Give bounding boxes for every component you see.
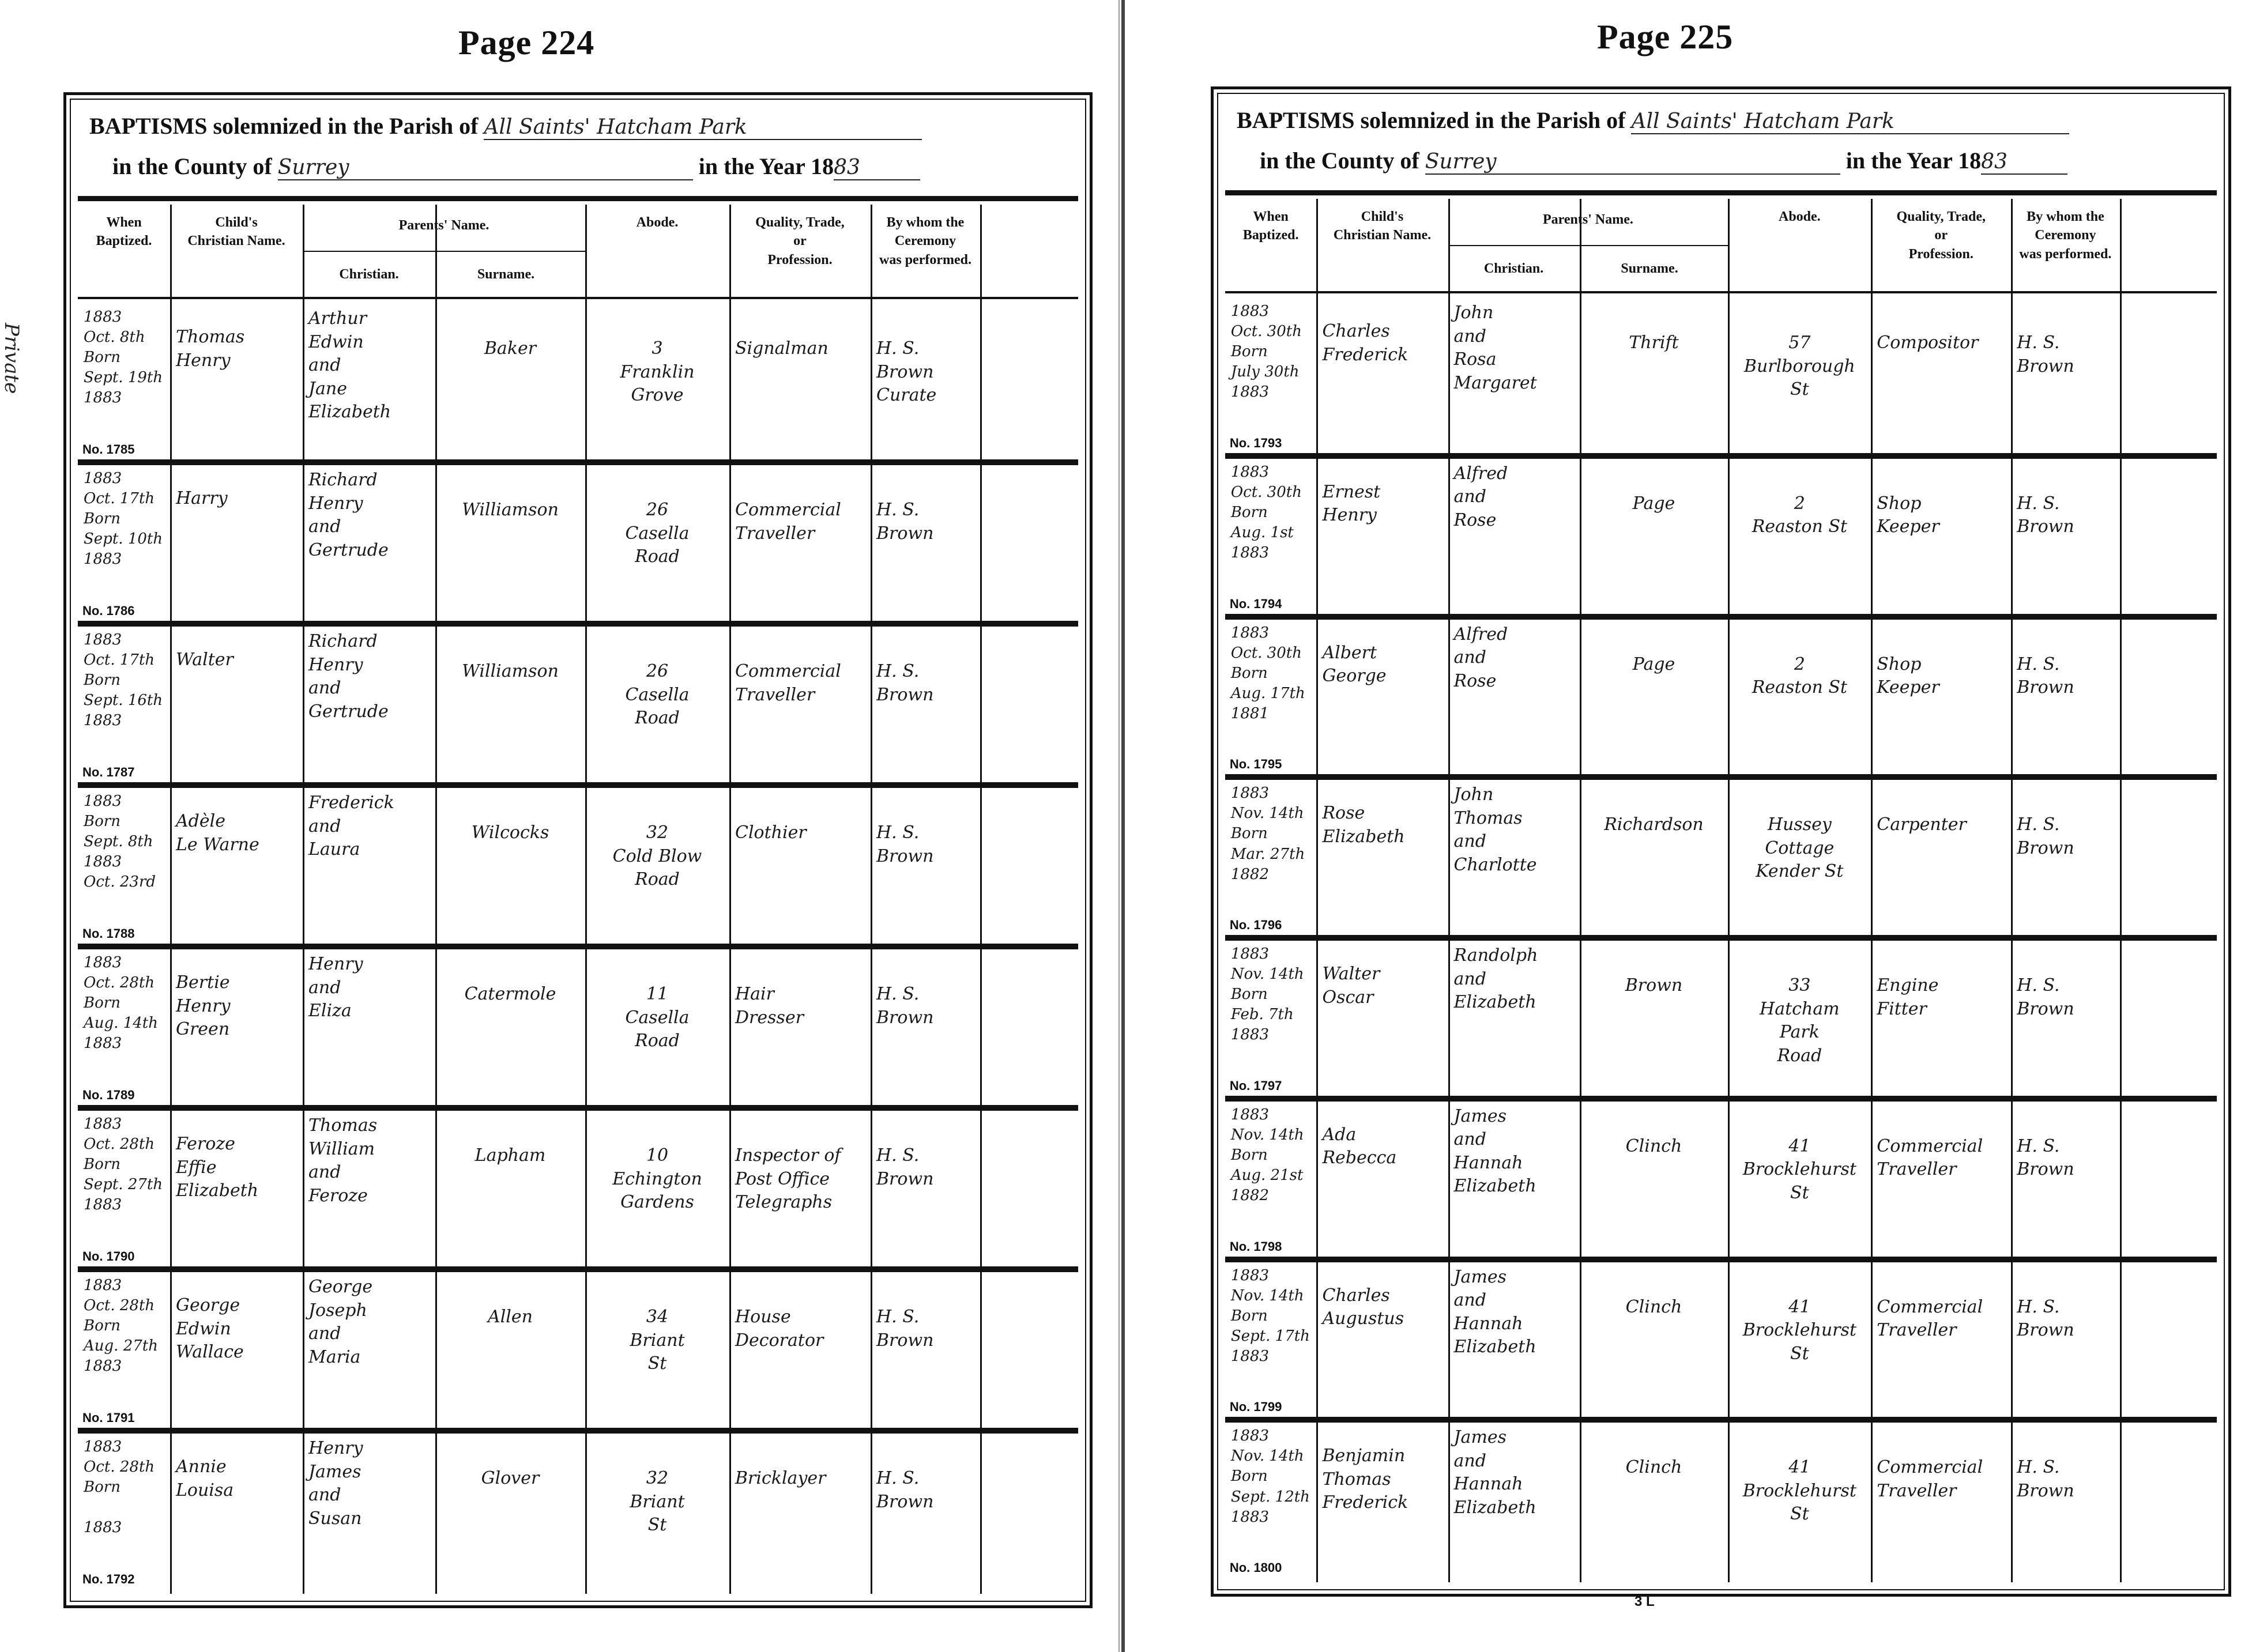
- entry-parents-surname: Page: [1632, 654, 1675, 674]
- entry-abode: 41 Brocklehurst St: [1742, 1296, 1856, 1364]
- entry-abode: 10 Echington Gardens: [612, 1145, 702, 1212]
- entry-parents-surname: Clinch: [1625, 1296, 1682, 1317]
- entry-when-baptized: 1883 Nov. 14th Born Aug. 21st 1882: [1230, 1106, 1304, 1205]
- col-quality: Quality, Trade, or Profession.: [755, 215, 845, 267]
- year-value: 83: [834, 156, 920, 180]
- entry-abode: 26 Casella Road: [625, 500, 690, 567]
- col-child-name: Child's Christian Name.: [187, 215, 285, 249]
- entry-child-name: Harry: [176, 488, 228, 508]
- baptism-entry: [1214, 940, 2228, 1100]
- entry-register-number: No. 1798: [1229, 1239, 1282, 1254]
- entry-when-baptized: 1883 Oct. 17th Born Sept. 16th 1883: [84, 631, 163, 730]
- entry-register-number: No. 1796: [1229, 918, 1282, 932]
- entry-abode: 57 Burlborough St: [1743, 333, 1855, 399]
- entry-register-number: No. 1794: [1229, 596, 1282, 611]
- right-page-footer: 3 L: [1634, 1594, 1655, 1609]
- baptism-entry: [1214, 1261, 2228, 1422]
- entry-parents-christian: James and Hannah Elizabeth: [1453, 1106, 1536, 1197]
- county-name: Surrey: [278, 156, 693, 180]
- entry-parents-surname: Page: [1632, 493, 1675, 514]
- entry-parents-christian: Henry and Eliza: [308, 954, 363, 1021]
- entry-officiant: H. S. Brown: [2017, 493, 2074, 537]
- right-register-page: [1211, 86, 2231, 1597]
- entry-parents-christian: John and Rosa Margaret: [1453, 303, 1537, 393]
- entry-quality: Signalman: [735, 338, 828, 359]
- entry-quality: Carpenter: [1877, 814, 1967, 835]
- col-child-name: Child's Christian Name.: [1333, 209, 1432, 243]
- entry-parents-surname: Williamson: [462, 661, 559, 681]
- entry-officiant: H. S. Brown: [876, 500, 934, 544]
- entry-quality: House Decorator: [735, 1307, 824, 1351]
- entry-when-baptized: 1883 Oct. 30th Born Aug. 17th 1881: [1230, 624, 1305, 722]
- baptism-entry: [1214, 1421, 2228, 1582]
- baptism-entry: [1214, 1100, 2228, 1261]
- entry-register-number: No. 1789: [82, 1088, 135, 1102]
- col-parents-christian: Christian.: [339, 267, 399, 282]
- col-when-baptized: When Baptized.: [1242, 209, 1299, 243]
- col-by-whom: By whom the Ceremony was performed.: [879, 215, 971, 267]
- entry-child-name: Bertie Henry Green: [176, 972, 231, 1039]
- parents-subheader-rule: [1448, 245, 1728, 246]
- entry-officiant: H. S. Brown: [876, 1145, 934, 1189]
- entry-officiant: H. S. Brown Curate: [876, 338, 937, 405]
- column-header-rule: [1225, 291, 2217, 293]
- entry-when-baptized: 1883 Oct. 8th Born Sept. 19th 1883: [84, 308, 163, 407]
- entry-abode: 3 Franklin Grove: [620, 338, 695, 405]
- entry-parents-surname: Baker: [484, 338, 537, 359]
- entry-when-baptized: 1883 Oct. 17th Born Sept. 10th 1883: [84, 470, 163, 568]
- entry-quality: Shop Keeper: [1877, 654, 1939, 697]
- entry-parents-christian: Alfred and Rose: [1453, 463, 1508, 530]
- header-county-line: [1260, 147, 2067, 175]
- baptism-entry: [1214, 297, 2228, 458]
- entry-parents-christian: Arthur Edwin and Jane Elizabeth: [308, 308, 391, 422]
- entry-parents-christian: Alfred and Rose: [1453, 624, 1508, 691]
- baptism-entry: [1214, 618, 2228, 779]
- entry-parents-surname: Lapham: [474, 1145, 546, 1166]
- entry-quality: Engine Fitter: [1877, 975, 1939, 1019]
- entry-abode: 34 Briant St: [630, 1307, 685, 1374]
- entry-quality: Compositor: [1877, 333, 1979, 353]
- year-label: in the Year 18: [698, 153, 834, 179]
- year-label: in the Year 18: [1846, 148, 1982, 174]
- entry-register-number: No. 1799: [1229, 1400, 1282, 1415]
- entry-register-number: No. 1790: [82, 1249, 135, 1263]
- entry-abode: Hussey Cottage Kender St: [1756, 814, 1844, 882]
- entry-abode: 26 Casella Road: [625, 661, 690, 728]
- header-rule: [78, 196, 1078, 201]
- left-page-number: Page 224: [458, 24, 595, 62]
- entry-parents-christian: John Thomas and Charlotte: [1453, 784, 1537, 875]
- col-abode: Abode.: [1778, 209, 1821, 224]
- entry-parents-christian: Frederick and Laura: [308, 793, 394, 859]
- entry-abode: 32 Cold Blow Road: [612, 823, 702, 889]
- entry-quality: Commercial Traveller: [735, 661, 841, 705]
- entry-child-name: Walter: [176, 650, 233, 670]
- baptism-entry: [66, 303, 1090, 464]
- right-page-number: Page 225: [1597, 18, 1734, 56]
- entry-quality: Clothier: [735, 823, 807, 843]
- entry-officiant: H. S. Brown: [876, 823, 934, 866]
- entry-parents-christian: James and Hannah Elizabeth: [1453, 1266, 1536, 1357]
- entry-child-name: Benjamin Thomas Frederick: [1322, 1446, 1408, 1513]
- entry-parents-christian: Thomas William and Feroze: [308, 1115, 378, 1206]
- left-margin-note: Private: [0, 323, 23, 394]
- entry-child-name: Walter Oscar: [1322, 964, 1380, 1008]
- entry-when-baptized: 1883 Born Sept. 8th 1883 Oct. 23rd: [84, 793, 156, 891]
- entry-register-number: No. 1797: [1229, 1078, 1282, 1093]
- entry-when-baptized: 1883 Nov. 14th Born Mar. 27th 1882: [1230, 784, 1305, 883]
- entry-quality: Commercial Traveller: [735, 500, 841, 544]
- year-value: 83: [1981, 150, 2067, 175]
- entry-parents-surname: Richardson: [1604, 814, 1704, 835]
- entry-child-name: George Edwin Wallace: [176, 1295, 244, 1362]
- entry-quality: Commercial Traveller: [1877, 1296, 1983, 1340]
- baptism-entry: [66, 787, 1090, 948]
- entry-when-baptized: 1883 Nov. 14th Born Sept. 17th 1883: [1230, 1266, 1310, 1365]
- header-county-line: [112, 153, 920, 180]
- header-baptisms-text: BAPTISMS solemnized in the Parish of: [1237, 107, 1626, 133]
- entry-abode: 2 Reaston St: [1752, 493, 1847, 537]
- entry-parents-surname: Brown: [1625, 975, 1683, 995]
- header-rule: [1225, 190, 2217, 195]
- left-register-page: [63, 92, 1093, 1608]
- entry-when-baptized: 1883 Oct. 28th Born Aug. 14th 1883: [84, 954, 158, 1053]
- baptism-entry: [66, 464, 1090, 625]
- entry-officiant: H. S. Brown: [2017, 333, 2074, 376]
- col-by-whom: By whom the Ceremony was performed.: [2019, 209, 2112, 262]
- entry-quality: Inspector of Post Office Telegraphs: [735, 1145, 841, 1212]
- entry-child-name: Thomas Henry: [176, 327, 245, 371]
- entry-child-name: Albert George: [1322, 642, 1387, 686]
- entry-when-baptized: 1883 Oct. 28th Born 1883: [84, 1438, 155, 1537]
- parents-subheader-rule: [303, 251, 585, 252]
- entry-when-baptized: 1883 Nov. 14th Born Feb. 7th 1883: [1230, 945, 1304, 1044]
- book-spine: [1121, 0, 1125, 1652]
- entry-abode: 41 Brocklehurst St: [1742, 1457, 1856, 1525]
- entry-child-name: Charles Augustus: [1322, 1285, 1404, 1329]
- entry-parents-surname: Allen: [488, 1307, 533, 1327]
- entry-parents-surname: Clinch: [1625, 1457, 1682, 1478]
- entry-officiant: H. S. Brown: [2017, 1296, 2074, 1340]
- entry-abode: 32 Briant St: [630, 1468, 685, 1535]
- entry-child-name: Ada Rebecca: [1322, 1124, 1397, 1168]
- entry-parents-surname: Williamson: [462, 500, 559, 520]
- entry-parents-surname: Glover: [481, 1468, 540, 1488]
- entry-register-number: No. 1792: [82, 1572, 135, 1586]
- baptism-entry: [66, 1432, 1090, 1594]
- entry-register-number: No. 1788: [82, 926, 135, 941]
- parish-name: All Saints' Hatcham Park: [1631, 110, 2069, 134]
- entry-register-number: No. 1787: [82, 765, 135, 779]
- header-baptisms-text: BAPTISMS solemnized in the Parish of: [89, 113, 479, 139]
- entry-officiant: H. S. Brown: [2017, 1457, 2074, 1501]
- entry-when-baptized: 1883 Oct. 28th Born Aug. 27th 1883: [84, 1277, 158, 1375]
- entry-register-number: No. 1785: [82, 442, 135, 457]
- baptism-entry: [66, 1110, 1090, 1271]
- entry-parents-christian: Randolph and Elizabeth: [1453, 945, 1538, 1012]
- col-parents-surname: Surname.: [1621, 261, 1678, 276]
- baptism-entry: [66, 625, 1090, 787]
- entry-officiant: H. S. Brown: [876, 1307, 934, 1351]
- col-parents-christian: Christian.: [1483, 261, 1544, 276]
- column-header-rule: [78, 297, 1078, 299]
- entry-officiant: H. S. Brown: [876, 984, 934, 1028]
- entry-when-baptized: 1883 Nov. 14th Born Sept. 12th 1883: [1230, 1427, 1310, 1526]
- county-name: Surrey: [1425, 150, 1840, 175]
- entry-parents-christian: Henry James and Susan: [308, 1438, 363, 1529]
- col-quality: Quality, Trade, or Profession.: [1896, 209, 1986, 262]
- entry-quality: Hair Dresser: [735, 984, 804, 1028]
- entry-officiant: H. S. Brown: [2017, 654, 2074, 697]
- entry-register-number: No. 1786: [82, 604, 135, 618]
- entry-parents-christian: George Joseph and Maria: [308, 1277, 373, 1367]
- col-abode: Abode.: [636, 215, 679, 230]
- baptism-entry: [1214, 779, 2228, 940]
- entry-parents-surname: Catermole: [464, 984, 556, 1004]
- entry-quality: Bricklayer: [735, 1468, 826, 1488]
- entry-child-name: Annie Louisa: [176, 1457, 234, 1500]
- entry-register-number: No. 1793: [1229, 435, 1282, 450]
- county-label: in the County of: [112, 153, 272, 179]
- baptism-entry: [1214, 458, 2228, 618]
- entry-officiant: H. S. Brown: [2017, 814, 2074, 858]
- entry-abode: 11 Casella Road: [625, 984, 690, 1051]
- entry-officiant: H. S. Brown: [2017, 975, 2074, 1019]
- entry-child-name: Adèle Le Warne: [176, 811, 259, 855]
- entry-when-baptized: 1883 Oct. 30th Born Aug. 1st 1883: [1230, 463, 1302, 562]
- col-parents-name: Parents' Name.: [398, 218, 489, 233]
- header-parish-line: [1237, 107, 2069, 134]
- entry-child-name: Charles Frederick: [1322, 321, 1408, 365]
- header-parish-line: [89, 112, 922, 140]
- entry-quality: Commercial Traveller: [1877, 1457, 1983, 1501]
- entry-quality: Commercial Traveller: [1877, 1136, 1983, 1180]
- entry-when-baptized: 1883 Oct. 30th Born July 30th 1883: [1230, 303, 1302, 401]
- entry-child-name: Feroze Effie Elizabeth: [176, 1134, 259, 1201]
- entry-abode: 2 Reaston St: [1752, 654, 1847, 697]
- county-label: in the County of: [1260, 148, 1419, 174]
- entry-parents-surname: Clinch: [1625, 1136, 1682, 1156]
- entry-parents-christian: Richard Henry and Gertrude: [308, 470, 389, 560]
- entry-parents-christian: James and Hannah Elizabeth: [1453, 1427, 1536, 1518]
- entry-parents-surname: Thrift: [1629, 333, 1679, 353]
- entry-parents-christian: Richard Henry and Gertrude: [308, 631, 389, 722]
- entry-when-baptized: 1883 Oct. 28th Born Sept. 27th 1883: [84, 1115, 163, 1214]
- entry-abode: 41 Brocklehurst St: [1742, 1136, 1856, 1203]
- entry-abode: 33 Hatcham Park Road: [1760, 975, 1840, 1066]
- baptism-entry: [66, 948, 1090, 1110]
- entry-child-name: Ernest Henry: [1322, 481, 1381, 526]
- baptism-entry: [66, 1271, 1090, 1432]
- col-parents-name: Parents' Name.: [1543, 212, 1633, 227]
- col-when-baptized: When Baptized.: [96, 215, 152, 249]
- entry-officiant: H. S. Brown: [876, 661, 934, 705]
- entry-register-number: No. 1795: [1229, 757, 1282, 772]
- entry-quality: Shop Keeper: [1877, 493, 1939, 537]
- entry-officiant: H. S. Brown: [2017, 1136, 2074, 1180]
- entry-parents-surname: Wilcocks: [471, 823, 549, 843]
- parish-name: All Saints' Hatcham Park: [484, 115, 922, 140]
- entry-officiant: H. S. Brown: [876, 1468, 934, 1512]
- entry-register-number: No. 1791: [82, 1410, 135, 1425]
- entry-child-name: Rose Elizabeth: [1322, 803, 1405, 847]
- entry-register-number: No. 1800: [1229, 1560, 1282, 1575]
- book-gutter-shadow: [1118, 0, 1120, 1652]
- col-parents-surname: Surname.: [477, 267, 535, 282]
